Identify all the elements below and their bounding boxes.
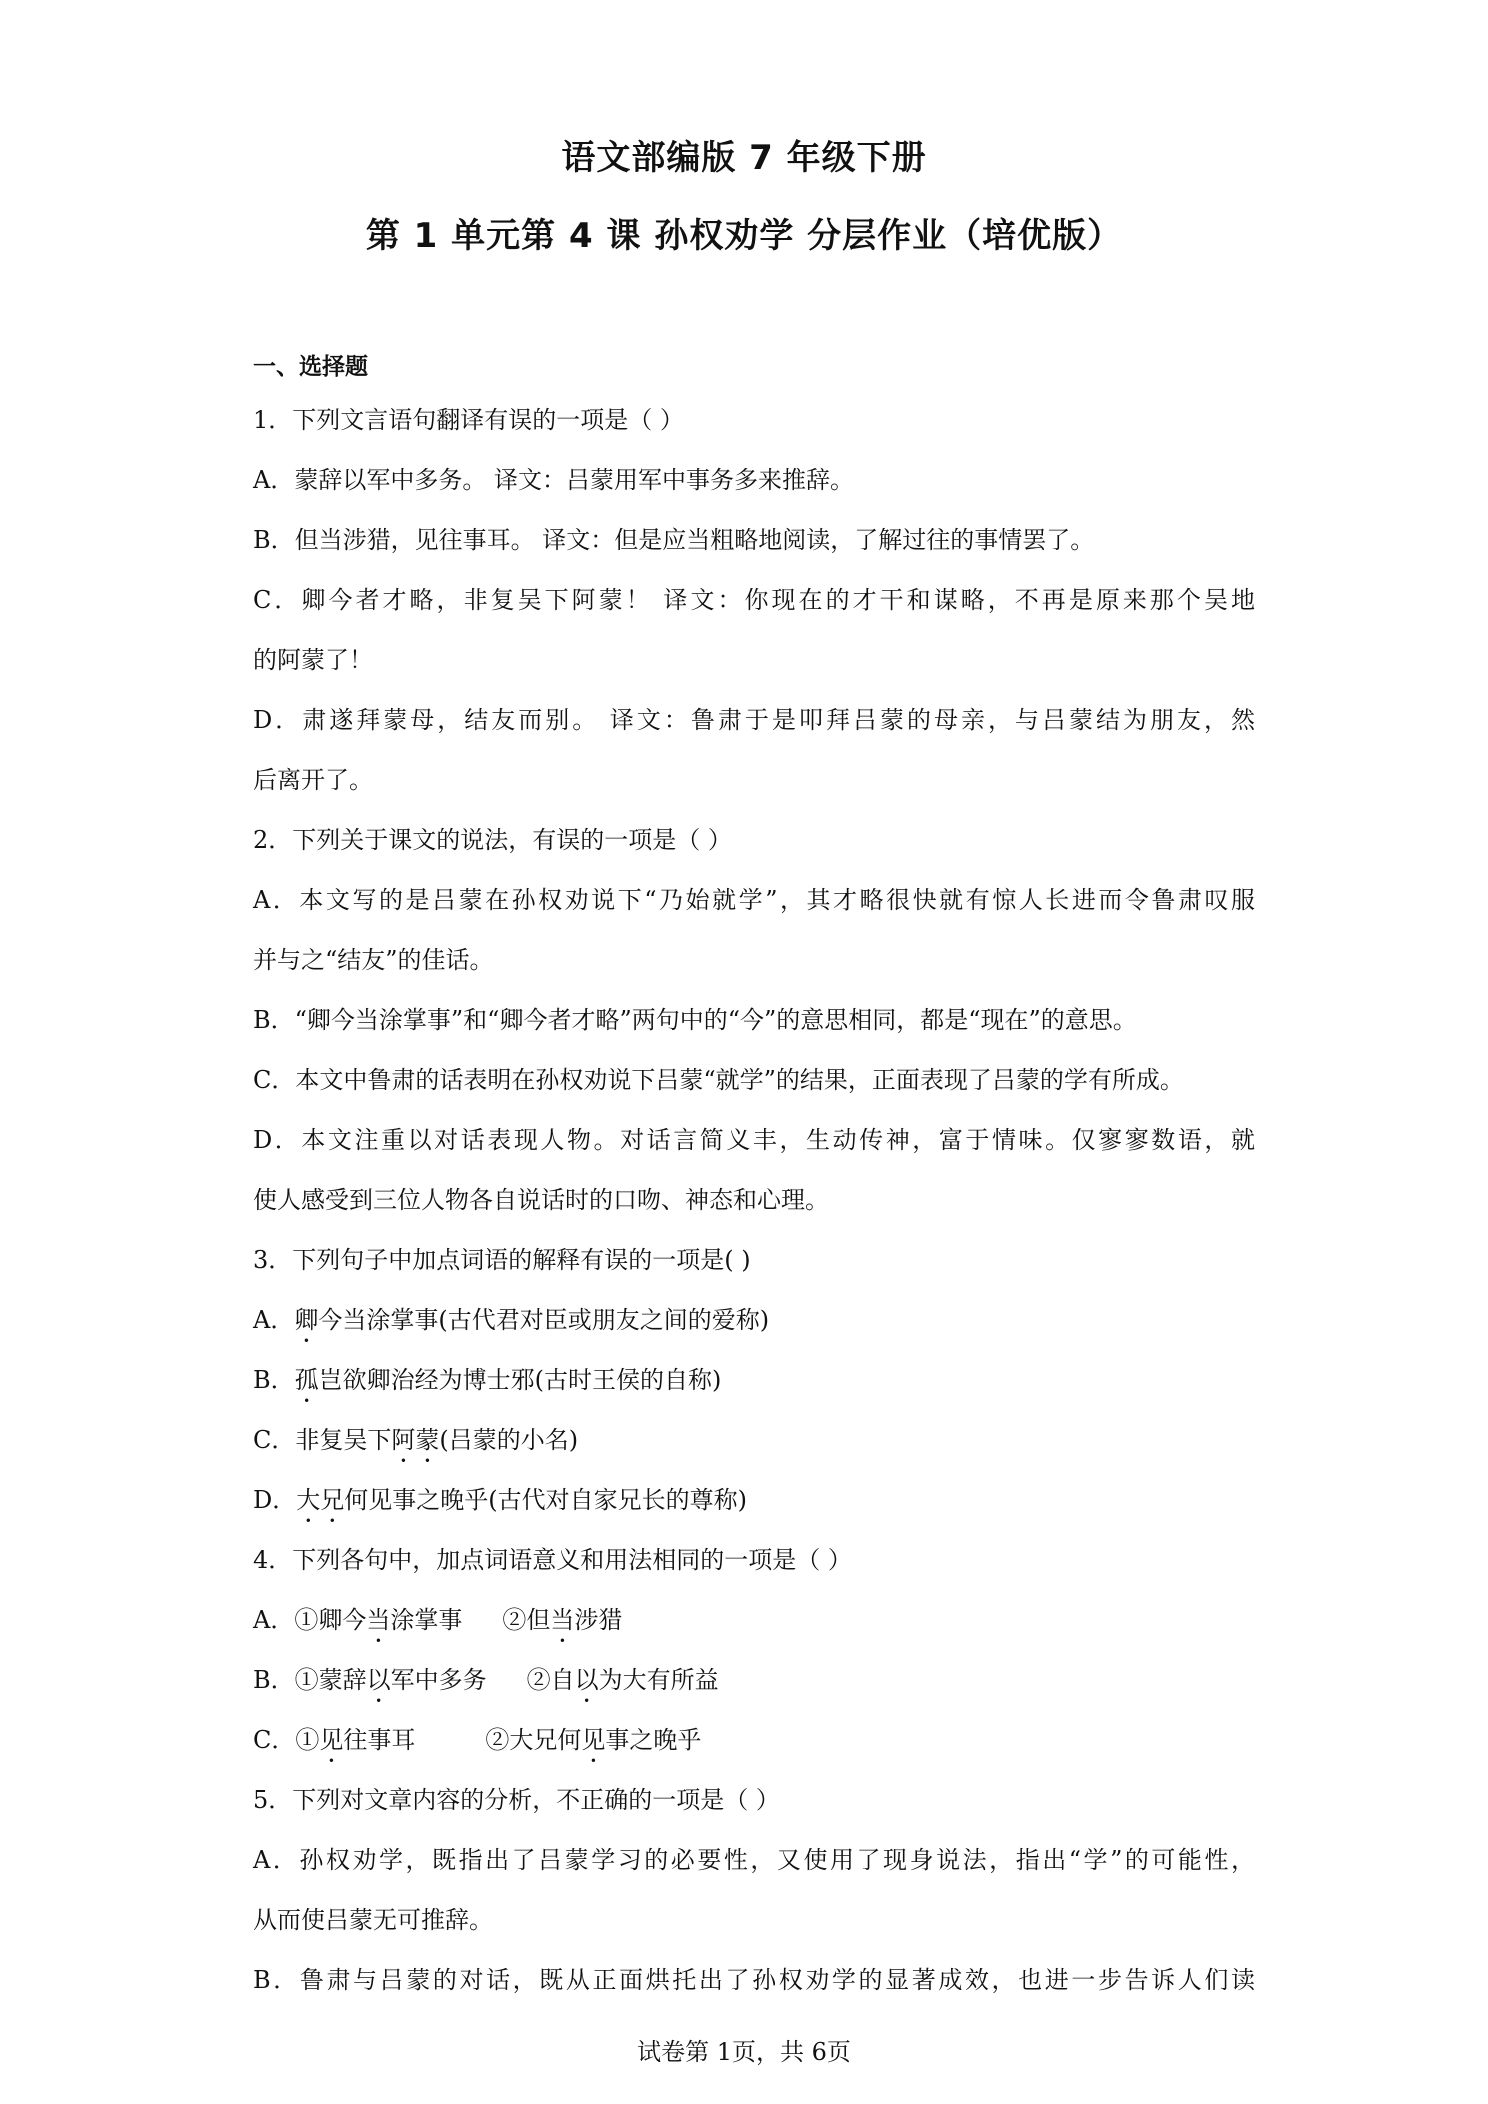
option-text: ①蒙辞 (294, 1666, 367, 1694)
option-c (253, 1720, 1255, 1780)
option-text: 岂欲卿治经为博士邪(古时王侯的自称) (318, 1366, 722, 1394)
option-a-cont: 并与之“结友”的佳话。 (253, 946, 494, 974)
option-c: C．卿今者才略，非复吴下阿蒙！ 译文：你现在的才干和谋略，不再是原来那个吴地 (253, 586, 1255, 614)
option-text: (吕蒙的小名) (439, 1426, 579, 1454)
option-label: B． (253, 1666, 295, 1694)
dotted-word: 见 (581, 1726, 606, 1754)
option-b (253, 1360, 1255, 1420)
option-text: 为大有所益 (598, 1666, 719, 1694)
dotted-word: 孤 (294, 1366, 319, 1394)
option-text: 涂掌事 (390, 1606, 463, 1634)
option-label: D． (253, 1486, 297, 1514)
question-stem: 1．下列文言语句翻译有误的一项是（ ） (253, 406, 684, 434)
question-stem: 5．下列对文章内容的分析，不正确的一项是（ ） (253, 1786, 780, 1814)
option-text: ②但 (502, 1606, 551, 1634)
option-c (253, 1420, 1255, 1480)
option-label: B． (253, 1366, 295, 1394)
question-list (253, 400, 1255, 2020)
option-text: ②大兄何 (485, 1726, 582, 1754)
option-a (253, 1600, 1255, 1660)
option-a (253, 1300, 1255, 1360)
option-text: 军中多务 (390, 1666, 487, 1694)
option-label: C． (253, 1426, 296, 1454)
option-text: ②自 (526, 1666, 575, 1694)
option-a: A．蒙辞以军中多务。 译文：吕蒙用军中事务多来推辞。 (253, 466, 854, 494)
page-footer: 试卷第 1页，共 6页 (637, 2038, 851, 2066)
option-a: A．本文写的是吕蒙在孙权劝说下“乃始就学”，其才略很快就有惊人长进而令鲁肃叹服 (253, 886, 1255, 914)
option-b: B．“卿今当涂掌事”和“卿今者才略”两句中的“今”的意思相同，都是“现在”的意思。 (253, 1006, 1137, 1034)
option-label: A． (253, 1306, 295, 1334)
document-title: 语文部编版 7 年级下册 (561, 138, 927, 178)
question-stem: 2．下列关于课文的说法，有误的一项是（ ） (253, 826, 732, 854)
option-d (253, 1480, 1255, 1540)
option-text: 非复吴下 (295, 1426, 392, 1454)
dotted-word: 以 (366, 1666, 391, 1694)
option-text: 今当涂掌事(古代君对臣或朋友之间的爱称) (318, 1306, 770, 1334)
question-stem: 3．下列句子中加点词语的解释有误的一项是( ) (253, 1246, 751, 1274)
dotted-word: 大兄 (296, 1486, 345, 1514)
option-text: ① (295, 1726, 320, 1754)
option-c-cont: 的阿蒙了！ (253, 646, 373, 674)
question-stem: 4．下列各句中，加点词语意义和用法相同的一项是（ ） (253, 1546, 852, 1574)
dotted-word: 以 (574, 1666, 599, 1694)
dotted-word: 当 (366, 1606, 391, 1634)
dotted-word: 当 (550, 1606, 575, 1634)
option-d: D．肃遂拜蒙母，结友而别。 译文：鲁肃于是叩拜吕蒙的母亲，与吕蒙结为朋友，然 (253, 706, 1255, 734)
option-b (253, 1660, 1255, 1720)
option-d-cont: 使人感受到三位人物各自说话时的口吻、神态和心理。 (253, 1186, 829, 1214)
dotted-word: 见 (319, 1726, 344, 1754)
option-a: A．孙权劝学，既指出了吕蒙学习的必要性，又使用了现身说法，指出“学”的可能性， (253, 1846, 1255, 1874)
option-text: 何见事之晚乎(古代对自家兄长的尊称) (344, 1486, 747, 1514)
option-b: B．鲁肃与吕蒙的对话，既从正面烘托出了孙权劝学的显著成效，也进一步告诉人们读 (253, 1966, 1255, 1994)
option-d: D．本文注重以对话表现人物。对话言简义丰，生动传神，富于情味。仅寥寥数语，就 (253, 1126, 1255, 1154)
option-label: A． (253, 1606, 295, 1634)
document-subtitle: 第 1 单元第 4 课 孙权劝学 分层作业（培优版） (365, 216, 1123, 256)
option-label: C． (253, 1726, 296, 1754)
option-a-cont: 从而使吕蒙无可推辞。 (253, 1906, 493, 1934)
option-d-cont: 后离开了。 (253, 766, 373, 794)
option-text: ①卿今 (294, 1606, 367, 1634)
option-c: C．本文中鲁肃的话表明在孙权劝说下吕蒙“就学”的结果，正面表现了吕蒙的学有所成。 (253, 1066, 1184, 1094)
option-text: 涉猎 (574, 1606, 623, 1634)
dotted-word: 阿蒙 (391, 1426, 440, 1454)
section-heading: 一、选择题 (253, 354, 368, 380)
option-b: B．但当涉猎，见往事耳。 译文：但是应当粗略地阅读，了解过往的事情罢了。 (253, 526, 1095, 554)
dotted-word: 卿 (294, 1306, 319, 1334)
option-text: 事之晚乎 (605, 1726, 702, 1754)
option-text: 往事耳 (343, 1726, 416, 1754)
